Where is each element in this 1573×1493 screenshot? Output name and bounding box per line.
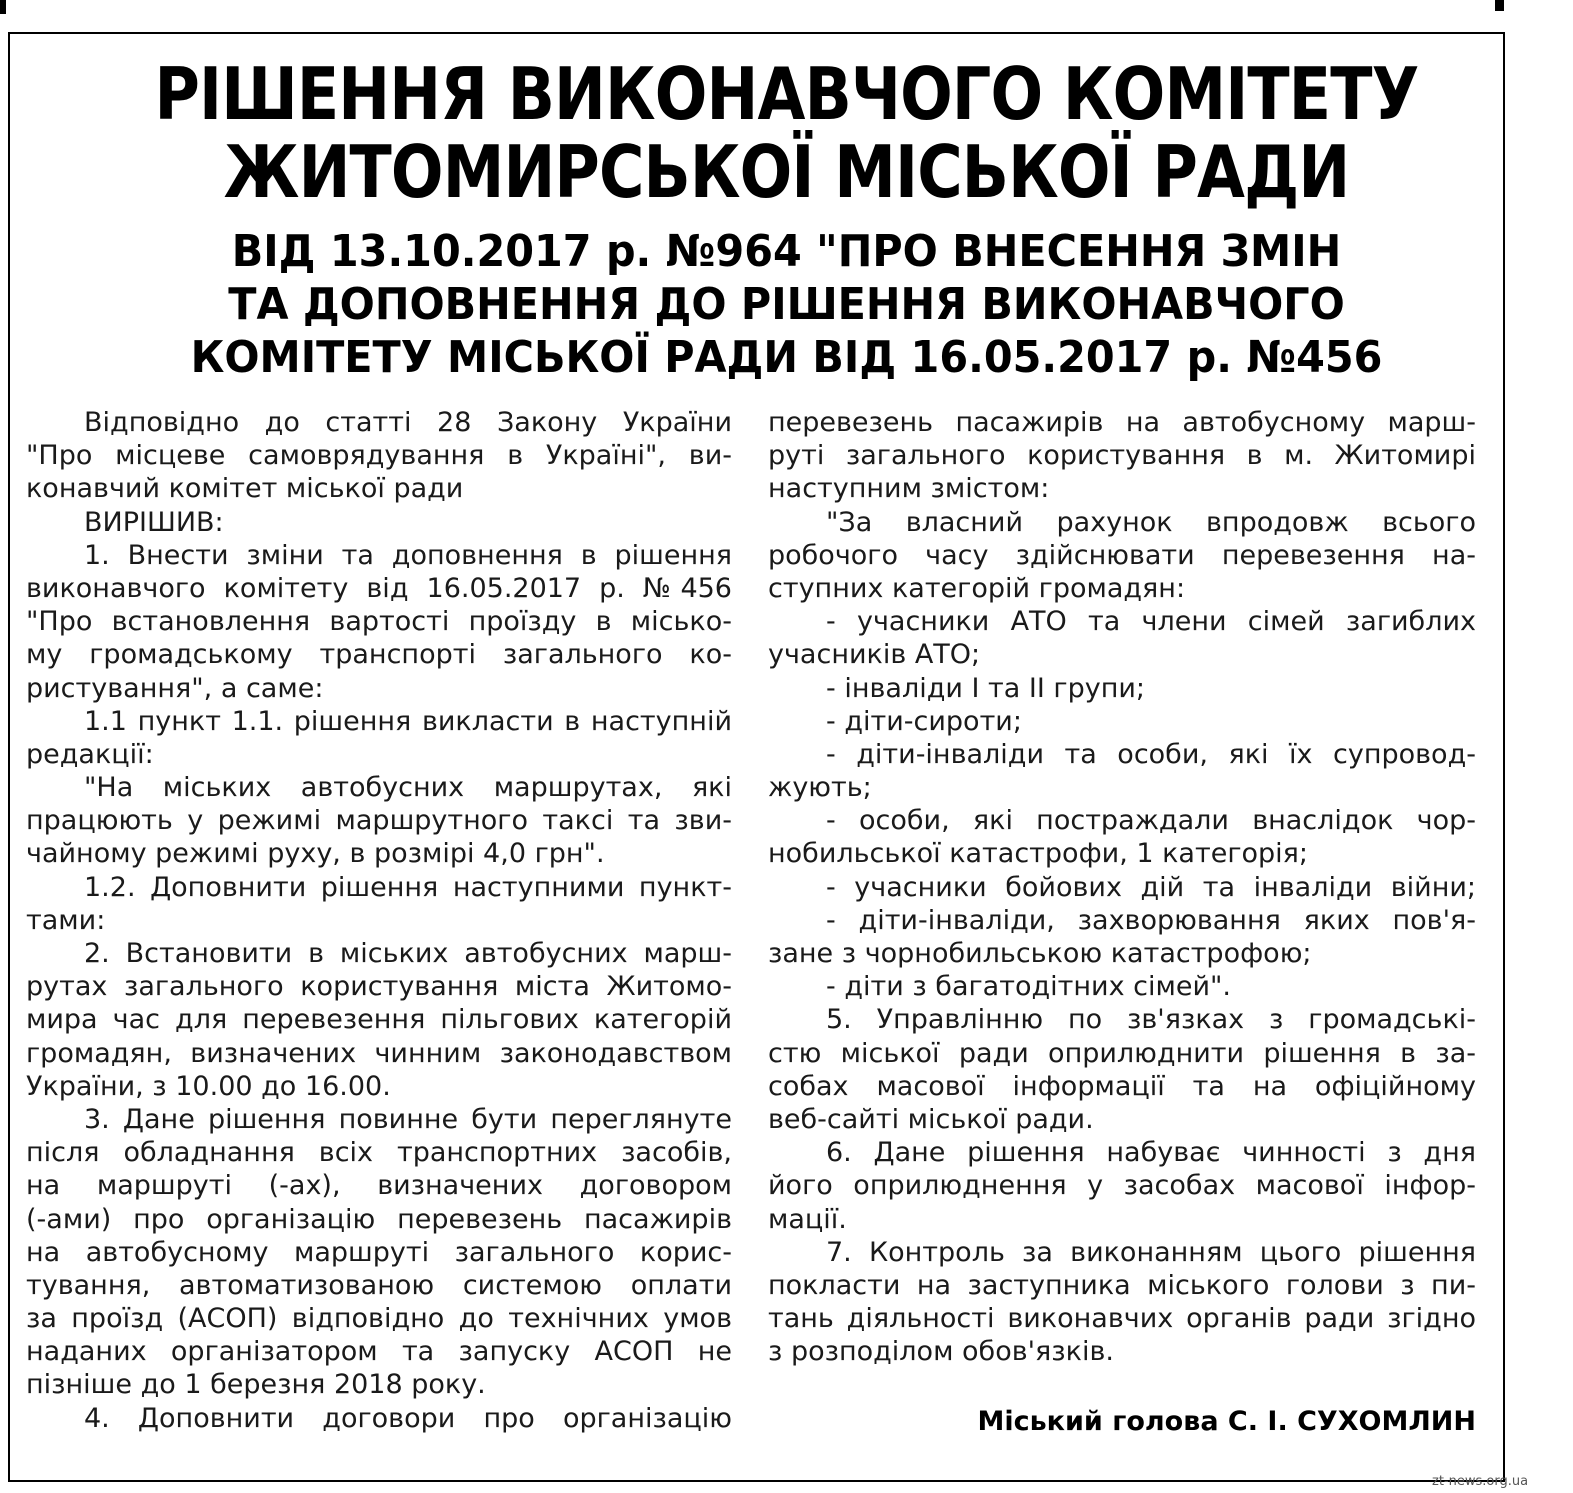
text-line: учасників АТО; [768,639,981,671]
text-line: ристування", а саме: [26,672,324,704]
text-line: 3. Дане рішення повинне бути переглянуте [84,1103,732,1135]
text-line: ВИРІШИВ: [84,506,224,538]
text-line: нобильської катастрофи, 1 категорія; [768,838,1308,870]
text-line: покласти на заступника міського голови з пи- [768,1269,1476,1301]
text-line: 7. Контроль за виконанням цього рішення [826,1236,1476,1268]
text-line: - діти-сироти; [826,705,1022,737]
text-line: рутах загального користування міста Житомо- [26,971,732,1003]
subheadline-line-3: КОМІТЕТУ МІСЬКОЇ РАДИ ВІД 16.05.2017 р. №456 [190,332,1383,383]
text-line: 2. Встановити в міських автобусних марш- [84,938,732,969]
text-line: му громадському транспорті загального ко- [26,639,732,671]
text-line: - діти-інваліди та особи, які їх супровод- [826,738,1476,770]
text-line: наданих організатором та запуску АСОП не [26,1336,732,1368]
text-line: руті загального користування в м. Житомирі [768,440,1476,472]
text-line: - діти-інваліди, захворювання яких пов'я- [826,904,1476,936]
text-line: 4. Доповнити договори про організацію [84,1402,732,1434]
left-column [26,406,732,1435]
text-line: "На міських автобусних маршрутах, які [84,772,732,804]
text-line: тування, автоматизованою системою оплати [26,1269,732,1301]
right-column [768,406,1476,1368]
text-line: зане з чорнобильською катастрофою; [768,938,1312,969]
text-line: чайному режимі руху, в розмірі 4,0 грн". [26,838,605,870]
text-line: собах масової інформації та на офіційному [768,1070,1476,1102]
text-line: тань діяльності виконавчих органів ради згідно [768,1303,1476,1335]
text-line: веб-сайті міської ради. [768,1103,1094,1135]
text-line: конавчий комітет міської ради [26,473,464,505]
text-line: - інваліди І та ІІ групи; [826,672,1146,704]
signature: Міський голова С. І. СУХОМЛИН [977,1406,1476,1437]
text-line: мації. [768,1203,847,1235]
text-line: на автобусному маршруті загального корис- [26,1236,732,1268]
headline-line-1: РІШЕННЯ ВИКОНАВЧОГО КОМІТЕТУ [154,52,1419,136]
text-line: наступним змістом: [768,473,1050,505]
text-line: "Про встановлення вартості проїзду в місько- [26,606,732,638]
text-line: його оприлюднення у засобах масової інфор- [768,1170,1476,1202]
text-line: 1. Внести зміни та доповнення в рішення [84,539,732,571]
text-line: - учасники АТО та члени сімей загиблих [826,606,1476,638]
text-line: України, з 10.00 до 16.00. [26,1070,391,1102]
text-line: стю міської ради оприлюднити рішення в за- [768,1037,1476,1069]
watermark: zt-news.org.ua [1432,1474,1529,1489]
text-line: (-ами) про організацію перевезень пасажирів [26,1203,732,1235]
subheadline-line-2: ТА ДОПОВНЕННЯ ДО РІШЕННЯ ВИКОНАВЧОГО [228,279,1345,330]
text-line: після обладнання всіх транспортних засобів, [26,1137,732,1169]
text-line: робочого часу здійснювати перевезення на- [768,539,1476,571]
text-line: з розподілом обов'язків. [768,1336,1114,1368]
text-line: "За власний рахунок впродовж всього [826,506,1476,538]
text-line: пізніше до 1 березня 2018 року. [26,1369,486,1401]
text-line: тами: [26,904,106,936]
headline-line-2: ЖИТОМИРСЬКОЇ МІСЬКОЇ РАДИ [223,130,1350,214]
text-line: мира час для перевезення пільгових категорій [26,1004,732,1036]
text-line: ступних категорій громадян: [768,572,1186,604]
text-line: виконавчого комітету від 16.05.2017 р. №456 [26,572,732,604]
text-line: 1.2. Доповнити рішення наступними пункт- [84,871,732,903]
text-line: на маршруті (-ах), визначених договором [26,1170,732,1202]
text-line: жують; [768,772,872,804]
text-line: 1.1 пункт 1.1. рішення викласти в наступній [84,705,732,737]
text-line: перевезень пасажирів на автобусному марш- [768,407,1476,438]
text-line: громадян, визначених чинним законодавством [26,1037,732,1069]
text-line: - особи, які постраждали внаслідок чор- [826,805,1476,837]
text-line: - діти з багатодітних сімей". [826,971,1231,1003]
corner-mark-left [0,0,6,14]
text-line: редакції: [26,738,154,770]
text-line: працюють у режимі маршрутного таксі та зви- [26,805,732,837]
text-line: 6. Дане рішення набуває чинності з дня [826,1137,1476,1169]
corner-mark-right [1495,0,1504,11]
text-line: 5. Управлінню по зв'язках з громадські- [826,1004,1476,1036]
text-line: "Про місцеве самоврядування в Україні", ви- [26,440,732,472]
text-line: Відповідно до статті 28 Закону України [84,407,732,438]
text-line: - учасники бойових дій та інваліди війни; [826,871,1476,903]
text-line: за проїзд (АСОП) відповідно до технічних умов [26,1303,732,1335]
subheadline-line-1: ВІД 13.10.2017 р. №964 "ПРО ВНЕСЕННЯ ЗМІН [231,226,1342,277]
